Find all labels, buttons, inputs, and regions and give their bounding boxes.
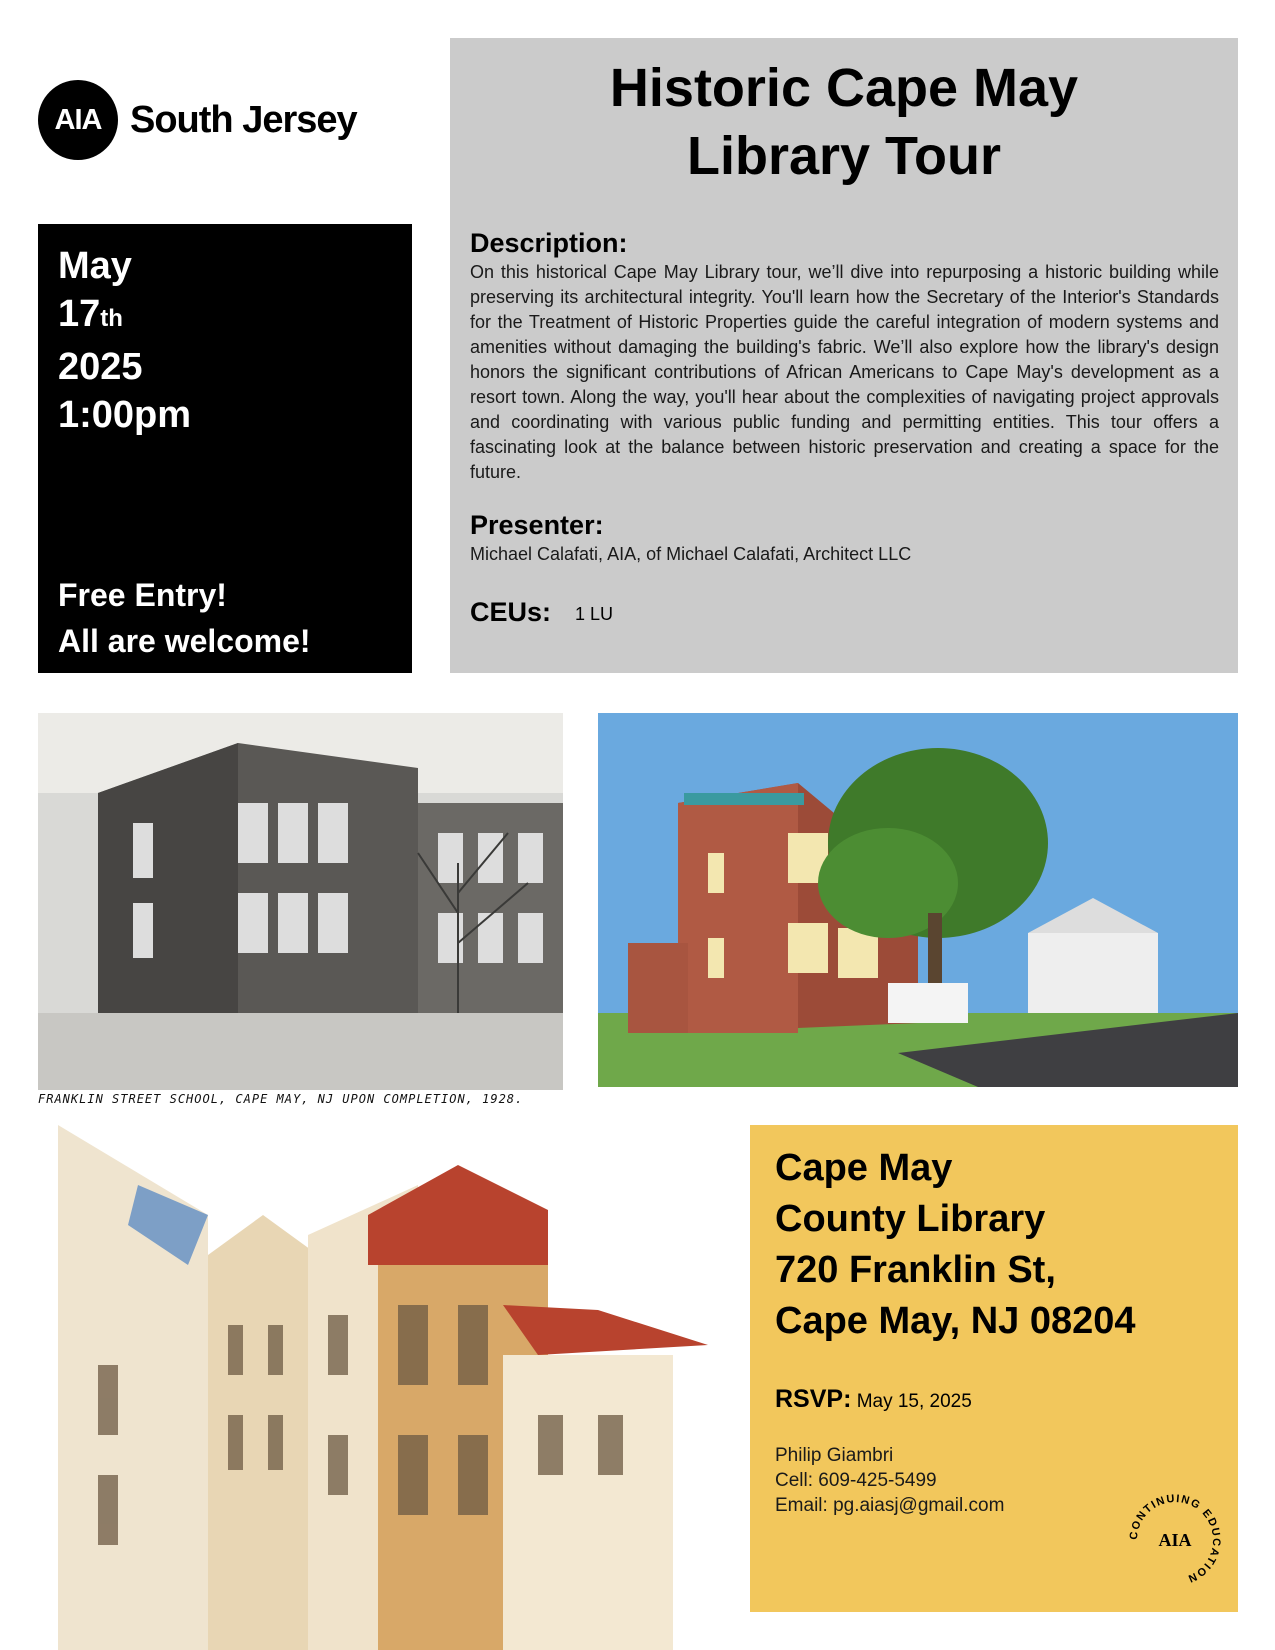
street-address: 720 Franklin St, (775, 1249, 1056, 1291)
event-time: 1:00pm (58, 394, 192, 436)
date-year: 2025 (58, 346, 143, 388)
event-info-panel (450, 38, 1238, 673)
rsvp-date: May 15, 2025 (856, 1391, 972, 1412)
aia-south-jersey-logo (38, 80, 357, 160)
city-state-zip: Cape May, NJ 08204 (775, 1300, 1136, 1342)
event-title: Historic Cape May Library Tour (609, 58, 1079, 186)
location-panel (750, 1125, 1238, 1612)
day-suffix: th (100, 305, 123, 332)
event-date-box (38, 224, 412, 673)
contact-info (775, 1443, 1004, 1518)
svg-text:AIA: AIA (1158, 1530, 1192, 1550)
watercolor-buildings-illustration (38, 1115, 723, 1650)
chapter-name: South Jersey (130, 98, 357, 141)
contact-name: Philip Giambri (775, 1445, 894, 1466)
historic-photo-caption: FRANKLIN STREET SCHOOL, CAPE MAY, NJ UPON COMPLETION, 1928. (38, 1092, 524, 1106)
aia-continuing-education-seal-icon (1125, 1490, 1225, 1590)
event-date-time (58, 242, 191, 439)
contact-cell[interactable]: Cell: 609-425-5499 (775, 1470, 937, 1491)
svg-text:CONTINUING EDUCATION: CONTINUING EDUCATION (1127, 1492, 1223, 1585)
aia-badge: AIA (38, 80, 118, 160)
historic-school-photo (38, 713, 563, 1090)
rsvp-line (775, 1385, 972, 1414)
venue-address (775, 1143, 1136, 1347)
ceus-value: 1 LU (575, 604, 614, 624)
contact-email[interactable]: Email: pg.aiasj@gmail.com (775, 1495, 1005, 1516)
description-heading: Description: (470, 228, 628, 258)
presenter-heading: Presenter: (470, 510, 604, 540)
ceus-heading: CEUs: (470, 597, 552, 627)
venue-name-line-2: County Library (775, 1198, 1046, 1240)
presenter-name: Michael Calafati, AIA, of Michael Calafati, Architect LLC (470, 544, 912, 564)
rsvp-heading: RSVP: (775, 1385, 852, 1413)
library-building-photo (598, 713, 1238, 1087)
free-entry-note: Free Entry! All are welcome! (58, 577, 311, 659)
date-month: May (58, 245, 132, 287)
venue-name-line-1: Cape May (775, 1147, 953, 1189)
description-text: On this historical Cape May Library tour, we’ll dive into repurposing a historic building while preserving its architectural integrity. You'll learn how the Secretary of the Interior's Standards for the Treatment of Historic Properties guide the careful integration of modern systems and amenities without damaging the building's fabric. We’ll also explore how the library's design honors the significant contributions of African Americans to Cape May's development as a resort town. Along the way, you'll hear about the complexities of navigating project approvals and coordinating with various public funding and permitting entities. This tour offers a fascinating look at the balance between historic preservation and creating a space for the future. (470, 262, 1219, 482)
date-day: 17th (58, 293, 123, 335)
